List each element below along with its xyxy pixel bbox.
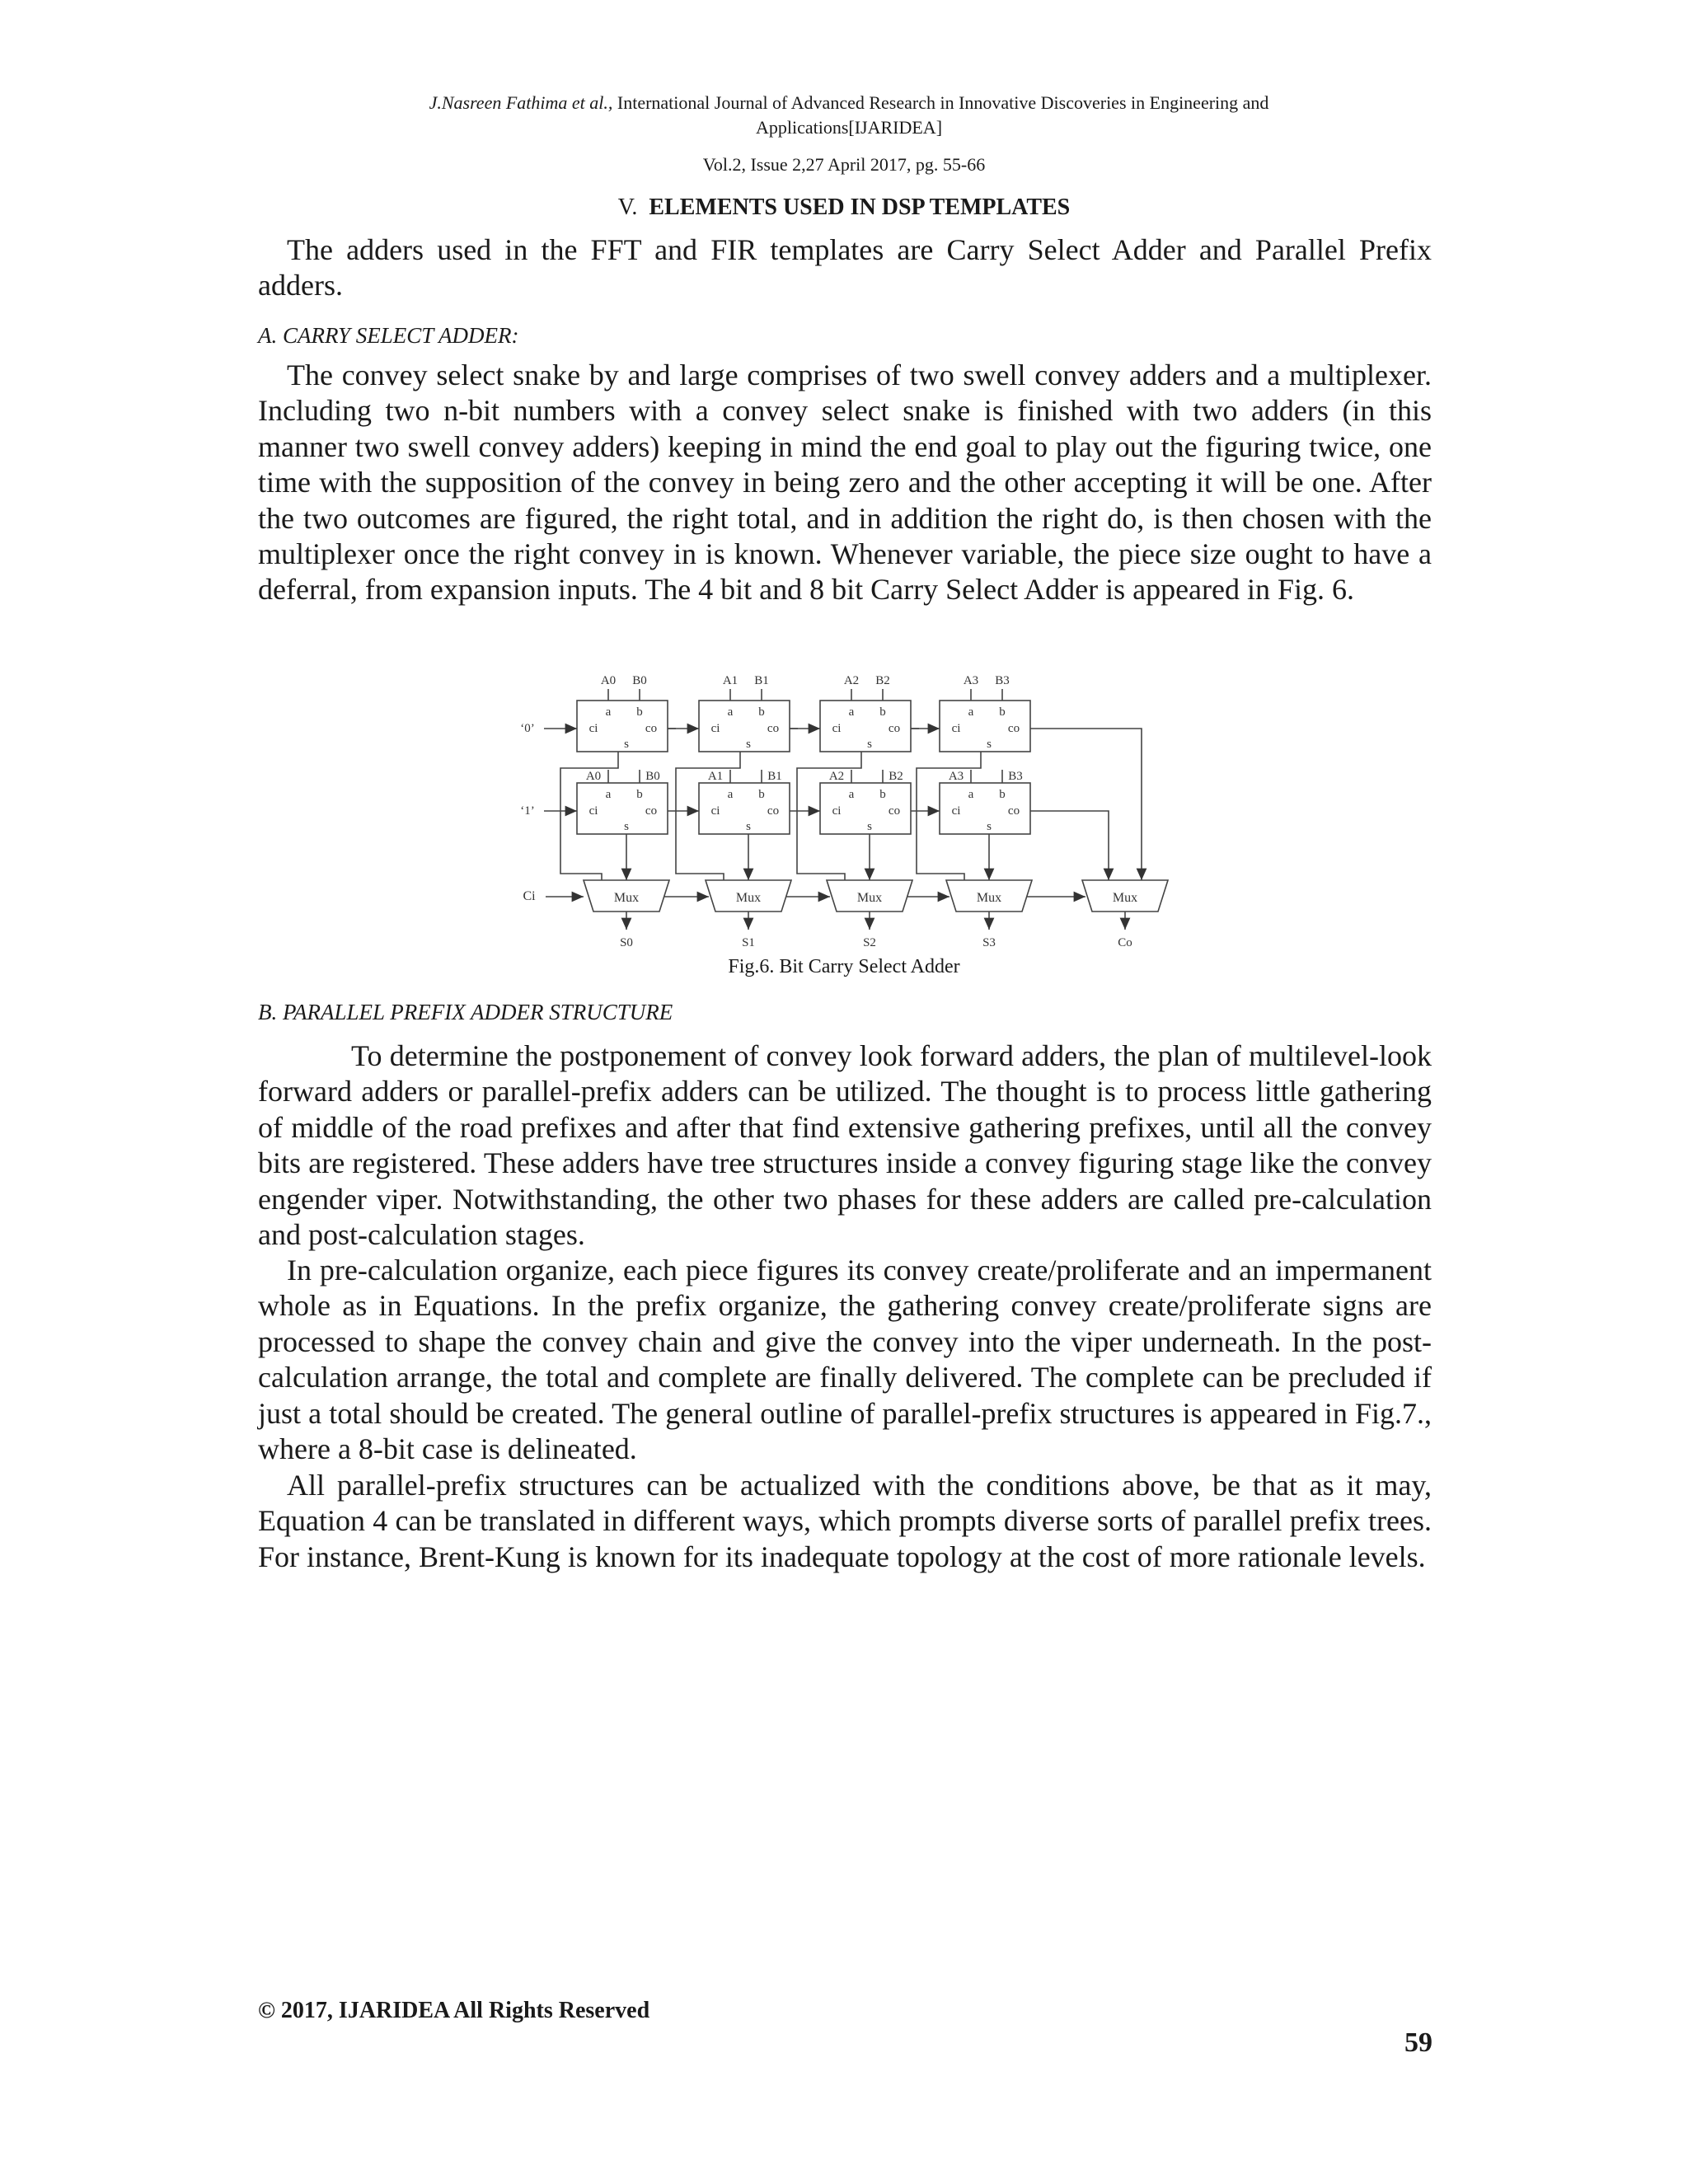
carry-in-zero-label: ‘0’ <box>520 722 535 735</box>
port-b: b <box>636 788 643 801</box>
header-authors: J.Nasreen Fathima et al., <box>429 92 613 113</box>
port-b: b <box>758 705 765 719</box>
copyright-footer: © 2017, IJARIDEA All Rights Reserved <box>258 1998 650 2023</box>
input-label-b3: B3 <box>995 674 1010 687</box>
port-s: s <box>987 820 992 833</box>
intro-paragraph: The adders used in the FFT and FIR templates are Carry Select Adder and Parallel Prefix adders. <box>258 233 1432 302</box>
row2-input-label-b2: B2 <box>889 770 903 783</box>
port-co: co <box>888 722 901 735</box>
mux-label: Mux <box>613 891 640 905</box>
subsection-b-title: B. PARALLEL PREFIX ADDER STRUCTURE <box>258 1000 673 1024</box>
port-ci: ci <box>588 804 598 818</box>
port-a: a <box>727 788 734 801</box>
input-label-b1: B1 <box>754 674 769 687</box>
port-ci: ci <box>588 722 598 735</box>
port-a: a <box>848 705 855 719</box>
port-a: a <box>605 788 612 801</box>
section-heading <box>0 194 1688 221</box>
port-ci: ci <box>832 804 842 818</box>
row2-input-label-b0: B0 <box>645 770 660 783</box>
mux-label: Mux <box>735 891 762 905</box>
section-number: V. <box>617 194 638 220</box>
carry0-final-wire <box>1030 729 1142 880</box>
subsection-a-paragraph: The convey select snake by and large comprises of two swell convey adders and a multiplexer. Including two n-bit numbers with a convey select snake is finished with two adders (in this manner two swell convey adders) keeping in mind the end goal to play out the figuring twice, one time with the supposition of the convey in being zero and the other accepting it will be one. After the two outcomes are figured, the right total, and in addition the right do, is then chosen with the multiplexer once the right convey in is known. Whenever variable, the piece size ought to have a deferral, from expansion inputs. The 4 bit and 8 bit Carry Select Adder is appeared in Fig. 6. <box>258 359 1432 607</box>
output-label-s3: S3 <box>982 936 996 949</box>
port-b: b <box>999 788 1006 801</box>
input-label-a3: A3 <box>963 674 979 687</box>
input-label-a2: A2 <box>843 674 860 687</box>
port-ci: ci <box>951 722 961 735</box>
mux-carry-out-label: Mux <box>1112 891 1138 905</box>
port-co: co <box>888 804 901 818</box>
port-ci: ci <box>710 722 720 735</box>
port-s: s <box>987 738 992 751</box>
port-co: co <box>645 804 658 818</box>
subsection-b-paragraph-2: In pre-calculation organize, each piece figures its convey create/proliferate and an impermanent whole as in Equations. In the prefix organize, the gathering convey create/proliferate signs are processed to shape the convey chain and give the convey into the viper underneath. In the post-calculation arrange, the total and complete are finally delivered. The complete can be precluded if just a total should be created. The general outline of parallel-prefix structures is appeared in Fig.7., where a 8-bit case is delineated. <box>258 1254 1432 1466</box>
mux-label: Mux <box>856 891 883 905</box>
output-label-s1: S1 <box>742 936 755 949</box>
port-b: b <box>879 788 886 801</box>
running-header <box>297 91 1401 140</box>
row2-input-label-b1: B1 <box>767 770 782 783</box>
carry-select-adder-diagram <box>511 659 1187 956</box>
row2-input-label-a3: A3 <box>948 770 964 783</box>
port-b: b <box>879 705 886 719</box>
port-a: a <box>605 705 612 719</box>
page-number: 59 <box>1404 2027 1432 2058</box>
figure-caption: Fig.6. Bit Carry Select Adder <box>728 956 960 977</box>
carry-in-one-label: ‘1’ <box>520 804 535 818</box>
header-journal-line1: International Journal of Advanced Research in Innovative Discoveries in Engineering and <box>612 92 1269 113</box>
row2-input-label-a2: A2 <box>828 770 845 783</box>
port-s: s <box>867 738 872 751</box>
section-title: ELEMENTS USED IN DSP TEMPLATES <box>649 194 1071 220</box>
output-label-s0: S0 <box>620 936 633 949</box>
subsection-a-title: A. CARRY SELECT ADDER: <box>258 323 519 348</box>
mux-label: Mux <box>976 891 1002 905</box>
input-label-a0: A0 <box>600 674 617 687</box>
carry-in-label: Ci <box>523 889 536 903</box>
port-s: s <box>746 820 751 833</box>
port-a: a <box>968 705 974 719</box>
port-co: co <box>767 804 780 818</box>
port-ci: ci <box>951 804 961 818</box>
input-label-b2: B2 <box>875 674 890 687</box>
subsection-b-paragraph-1: To determine the postponement of convey look forward adders, the plan of multilevel-look forward adders or parallel-prefix adders can be utilized. The thought is to process little gathering of middle of the road prefixes and after that find extensive gathering prefixes, until all the convey bits are registered. These adders have tree structures inside a convey figuring stage like the convey engender viper. Notwithstanding, the other two phases for these adders are called pre-calculation and post-calculation stages. <box>258 1039 1432 1252</box>
port-s: s <box>624 738 629 751</box>
port-co: co <box>645 722 658 735</box>
port-s: s <box>867 820 872 833</box>
output-label-co: Co <box>1118 936 1132 949</box>
port-co: co <box>1007 804 1020 818</box>
input-label-a1: A1 <box>722 674 738 687</box>
port-b: b <box>636 705 643 719</box>
port-ci: ci <box>710 804 720 818</box>
port-s: s <box>624 820 629 833</box>
port-a: a <box>968 788 974 801</box>
header-volume: Vol.2, Issue 2,27 April 2017, pg. 55-66 <box>702 154 986 175</box>
port-ci: ci <box>832 722 842 735</box>
port-b: b <box>999 705 1006 719</box>
port-s: s <box>746 738 751 751</box>
input-label-b0: B0 <box>632 674 647 687</box>
port-a: a <box>848 788 855 801</box>
subsection-b-paragraph-3: All parallel-prefix structures can be actualized with the conditions above, be that as it may, Equation 4 can be translated in different ways, which prompts diverse sorts of parallel prefix trees. For instance, Brent-Kung is known for its inadequate topology at the cost of more rationale levels. <box>258 1469 1432 1573</box>
output-label-s2: S2 <box>863 936 876 949</box>
port-b: b <box>758 788 765 801</box>
port-co: co <box>1007 722 1020 735</box>
row2-input-label-b3: B3 <box>1008 770 1023 783</box>
carry1-final-wire <box>1030 811 1109 880</box>
header-journal-line2: Applications[IJARIDEA] <box>755 117 943 138</box>
port-co: co <box>767 722 780 735</box>
port-a: a <box>727 705 734 719</box>
row2-input-label-a0: A0 <box>585 770 602 783</box>
row2-input-label-a1: A1 <box>707 770 724 783</box>
